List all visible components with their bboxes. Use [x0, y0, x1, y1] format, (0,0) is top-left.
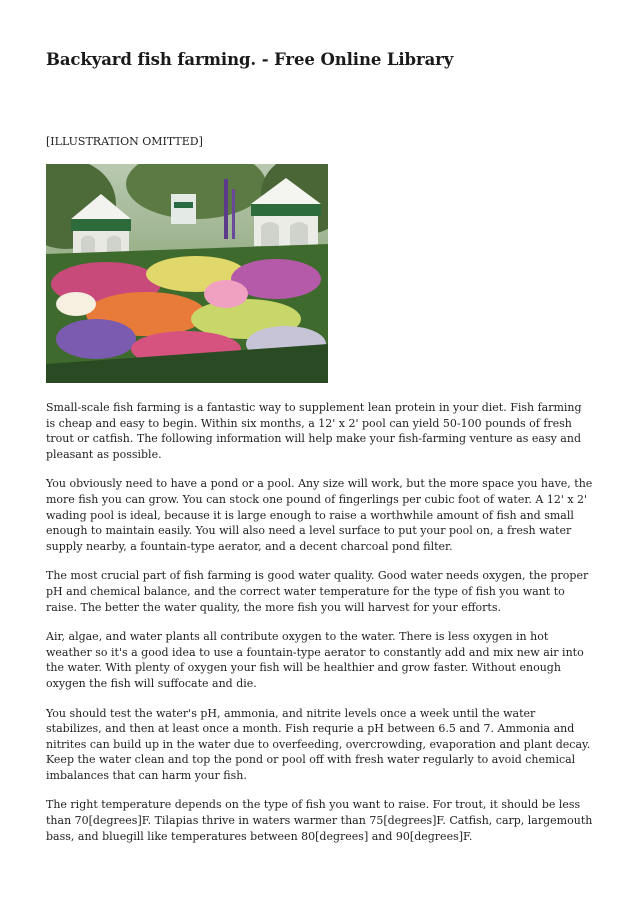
paragraph: The right temperature depends on the type of fish you want to raise. For trout, it should be less than 70[degrees]F. Tilapias thrive in waters warmer than 75[degrees]F. Catfish, carp, largemouth bass, and bluegill like temperatures between 80[degrees] and 90[degrees]F.: [46, 798, 593, 843]
page-title: Backyard fish farming. - Free Online Library: [46, 50, 454, 69]
paragraph: Air, algae, and water plants all contribute oxygen to the water. There is less oxygen in hot weather so it's a good idea to use a fountain-type aerator to constantly add and mix new air into the water. With plenty of oxygen your fish will be healthier and grow faster. Without enough oxygen the fish will suffocate and die.: [46, 630, 584, 690]
garden-photo: [46, 164, 328, 383]
paragraph: The most crucial part of fish farming is good water quality. Good water needs oxygen, the proper pH and chemical balance, and the correct water temperature for the type of fish you want to raise. The better the water quality, the more fish you will harvest for your efforts.: [46, 569, 589, 614]
illustration-note: [ILLUSTRATION OMITTED]: [46, 135, 203, 148]
paragraph: Small-scale fish farming is a fantastic way to supplement lean protein in your diet. Fish farming is cheap and easy to begin. Within six months, a 12' x 2' pool can yield 50-100 pounds of fresh trout or catfish. The following information will help make your fish-farming venture as easy and pleasant as possible.: [46, 401, 582, 461]
paragraph: You obviously need to have a pond or a pool. Any size will work, but the more space you have, the more fish you can grow. You can stock one pound of fingerlings per cubic foot of water. A 12' x 2' wading pool is ideal, because it is large enough to raise a worthwhile amount of fish and small enough to maintain easily. You will also need a level surface to put your pool on, a fresh water supply nearby, a fountain-type aerator, and a decent charcoal pond filter.: [46, 477, 593, 553]
article-body: [46, 400, 594, 858]
paragraph: You should test the water's pH, ammonia, and nitrite levels once a week until the water stabilizes, and then at least once a month. Fish requrie a pH between 6.5 and 7. Ammonia and nitrites can build up in the water due to overfeeding, overcrowding, evaporation and plant decay. Keep the water clean and top the pond or pool off with fresh water regularly to avoid chemical imbalances that can harm your fish.: [46, 706, 591, 782]
